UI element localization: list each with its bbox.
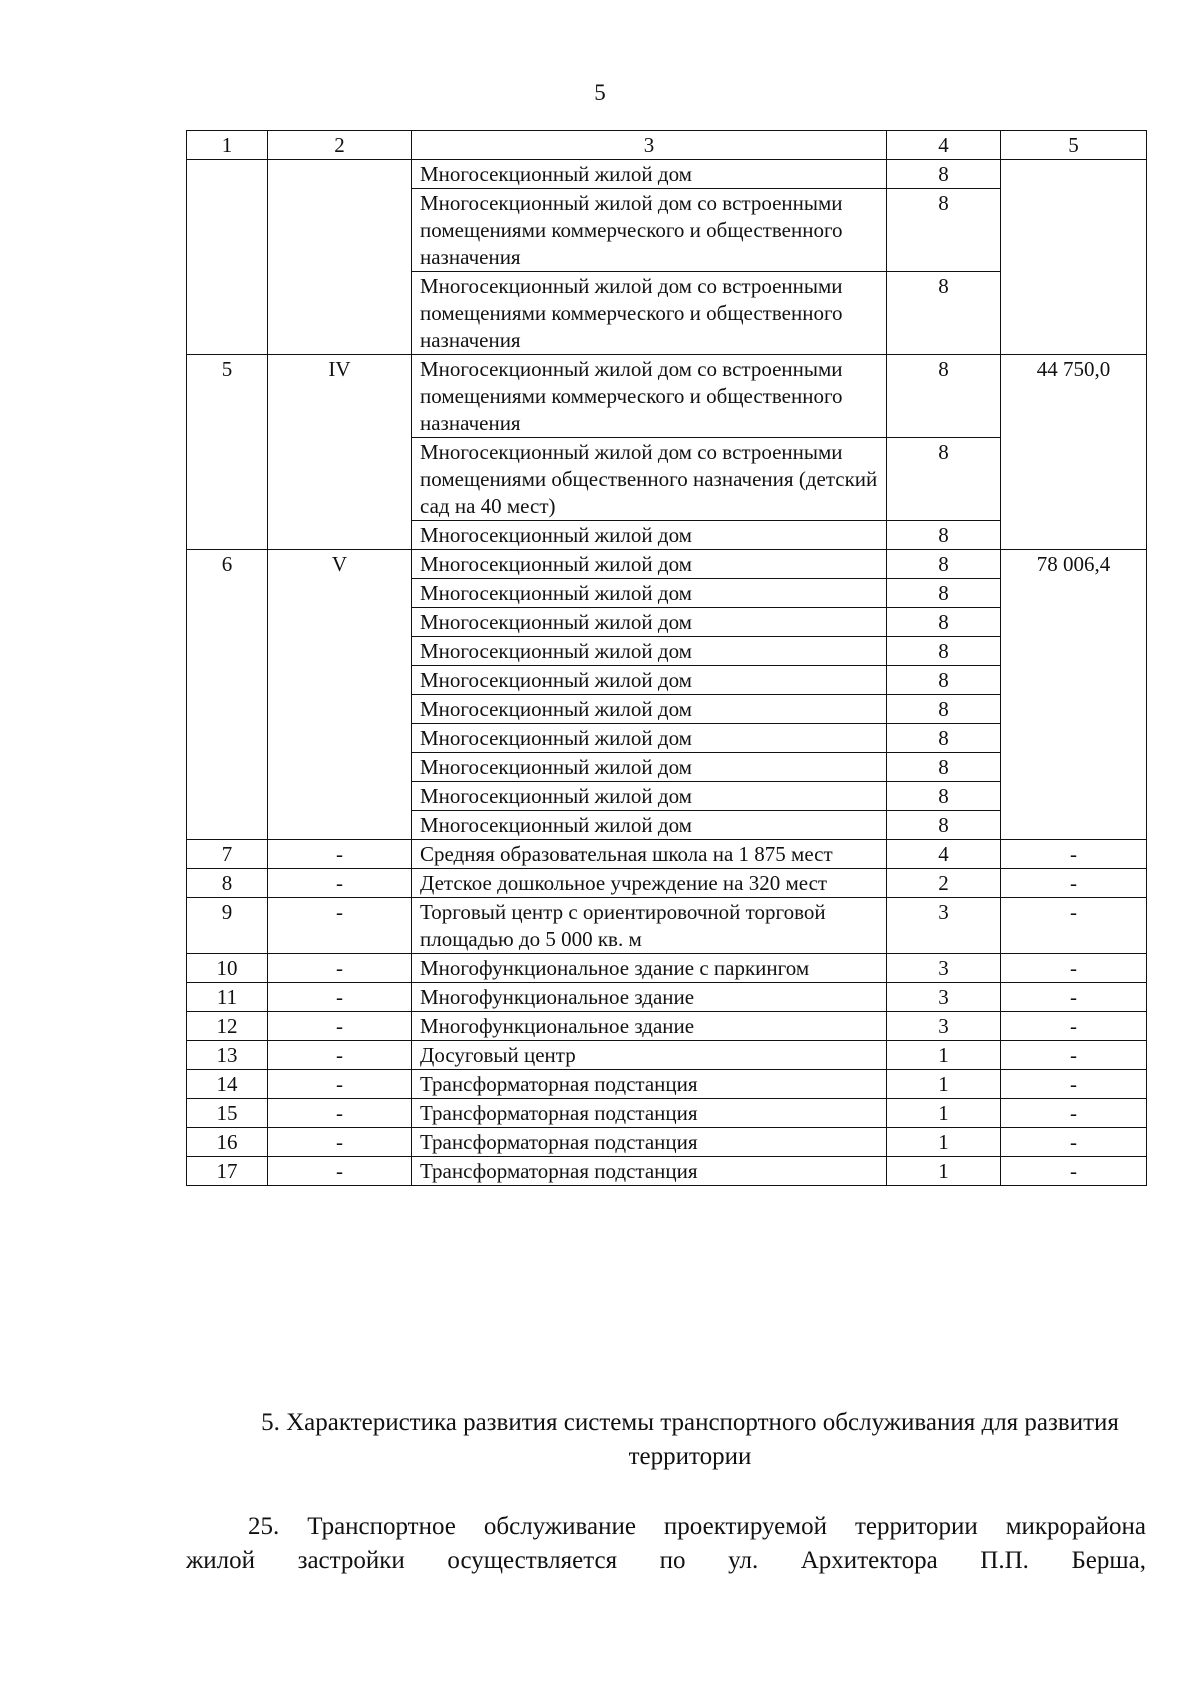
floors-cell: 8: [887, 637, 1001, 666]
floors-cell: 8: [887, 272, 1001, 355]
quarter-cell: -: [268, 1041, 412, 1070]
area-cell: -: [1001, 983, 1147, 1012]
floors-cell: 8: [887, 811, 1001, 840]
floors-cell: 8: [887, 579, 1001, 608]
quarter-cell: -: [268, 1157, 412, 1186]
building-name-cell: Многосекционный жилой дом: [412, 666, 887, 695]
quarter-cell: -: [268, 954, 412, 983]
quarter-cell: -: [268, 1099, 412, 1128]
table-row: [187, 869, 1147, 898]
quarter-cell: IV: [268, 355, 412, 550]
area-cell: -: [1001, 1099, 1147, 1128]
floors-cell: 1: [887, 1070, 1001, 1099]
quarter-cell: -: [268, 840, 412, 869]
header-cell: 2: [268, 131, 412, 160]
paragraph-line-1: 25. Транспортное обслуживание проектируемой территории микрорайона: [248, 1513, 1146, 1540]
building-name-cell: Многосекционный жилой дом со встроенными помещениями коммерческого и общественного назначения: [412, 189, 887, 272]
table-row: [187, 1041, 1147, 1070]
building-name-cell: Многосекционный жилой дом: [412, 579, 887, 608]
row-number-cell: 17: [187, 1157, 268, 1186]
table-row: [187, 1012, 1147, 1041]
floors-cell: 8: [887, 608, 1001, 637]
section-heading: 5. Характеристика развития системы транспортного обслуживания для развития территории: [261, 1409, 1119, 1470]
floors-cell: 8: [887, 189, 1001, 272]
table-row: [187, 1157, 1147, 1186]
building-name-cell: Трансформаторная подстанция: [412, 1128, 887, 1157]
row-number-cell: 14: [187, 1070, 268, 1099]
quarter-cell: -: [268, 1070, 412, 1099]
row-number-cell: 7: [187, 840, 268, 869]
floors-cell: 8: [887, 782, 1001, 811]
table-body: [187, 131, 1147, 1186]
floors-cell: 8: [887, 160, 1001, 189]
row-number-cell: 5: [187, 355, 268, 550]
building-name-cell: Многосекционный жилой дом: [412, 550, 887, 579]
table-row: [187, 1099, 1147, 1128]
building-name-cell: Многосекционный жилой дом: [412, 637, 887, 666]
building-name-cell: Многосекционный жилой дом: [412, 811, 887, 840]
area-cell: -: [1001, 1128, 1147, 1157]
row-number-cell: 9: [187, 898, 268, 954]
floors-cell: 8: [887, 550, 1001, 579]
table-row: [187, 983, 1147, 1012]
building-name-cell: Трансформаторная подстанция: [412, 1099, 887, 1128]
empty-cell: [187, 160, 268, 355]
building-name-cell: Многосекционный жилой дом: [412, 521, 887, 550]
area-cell: -: [1001, 1070, 1147, 1099]
row-number-cell: 11: [187, 983, 268, 1012]
building-name-cell: Многосекционный жилой дом: [412, 782, 887, 811]
building-name-cell: Многосекционный жилой дом: [412, 753, 887, 782]
area-cell: -: [1001, 954, 1147, 983]
building-name-cell: Многофункциональное здание: [412, 983, 887, 1012]
quarter-cell: -: [268, 1128, 412, 1157]
row-number-cell: 16: [187, 1128, 268, 1157]
building-name-cell: Многосекционный жилой дом со встроенными помещениями общественного назначения (детский сад на 40 мест): [412, 438, 887, 521]
building-name-cell: Многосекционный жилой дом: [412, 160, 887, 189]
building-name-cell: Многосекционный жилой дом: [412, 695, 887, 724]
building-name-cell: Многосекционный жилой дом: [412, 724, 887, 753]
header-cell: 5: [1001, 131, 1147, 160]
floors-cell: 8: [887, 695, 1001, 724]
quarter-cell: V: [268, 550, 412, 840]
building-name-cell: Досуговый центр: [412, 1041, 887, 1070]
floors-cell: 8: [887, 521, 1001, 550]
area-cell: 78 006,4: [1001, 550, 1147, 840]
empty-cell: [268, 160, 412, 355]
paragraph-line-2: жилой застройки осуществляется по ул. Архитектора П.П. Берша,: [186, 1547, 1146, 1574]
building-name-cell: Детское дошкольное учреждение на 320 мест: [412, 869, 887, 898]
floors-cell: 8: [887, 355, 1001, 438]
building-name-cell: Многосекционный жилой дом со встроенными помещениями коммерческого и общественного назначения: [412, 355, 887, 438]
row-number-cell: 12: [187, 1012, 268, 1041]
page-number: 5: [594, 80, 606, 105]
floors-cell: 8: [887, 753, 1001, 782]
body-paragraph: [186, 1510, 1146, 1578]
floors-cell: 1: [887, 1041, 1001, 1070]
quarter-cell: -: [268, 869, 412, 898]
row-number-cell: 15: [187, 1099, 268, 1128]
row-number-cell: 10: [187, 954, 268, 983]
empty-cell: [1001, 160, 1147, 355]
buildings-table: [186, 130, 1147, 1186]
building-name-cell: Трансформаторная подстанция: [412, 1157, 887, 1186]
table-row: [187, 1070, 1147, 1099]
header-row: [187, 131, 1147, 160]
area-cell: -: [1001, 840, 1147, 869]
row-number-cell: 13: [187, 1041, 268, 1070]
building-name-cell: Многосекционный жилой дом со встроенными помещениями коммерческого и общественного назначения: [412, 272, 887, 355]
floors-cell: 3: [887, 954, 1001, 983]
building-name-cell: Торговый центр с ориентировочной торговой площадью до 5 000 кв. м: [412, 898, 887, 954]
floors-cell: 8: [887, 438, 1001, 521]
floors-cell: 1: [887, 1157, 1001, 1186]
area-cell: -: [1001, 1041, 1147, 1070]
row-number-cell: 6: [187, 550, 268, 840]
floors-cell: 8: [887, 666, 1001, 695]
quarter-cell: -: [268, 898, 412, 954]
floors-cell: 8: [887, 724, 1001, 753]
row-number-cell: 8: [187, 869, 268, 898]
header-cell: 1: [187, 131, 268, 160]
table-row: [187, 550, 1147, 579]
table-row: [187, 898, 1147, 954]
header-cell: 3: [412, 131, 887, 160]
area-cell: -: [1001, 1157, 1147, 1186]
building-name-cell: Многофункциональное здание: [412, 1012, 887, 1041]
floors-cell: 3: [887, 1012, 1001, 1041]
floors-cell: 1: [887, 1128, 1001, 1157]
floors-cell: 1: [887, 1099, 1001, 1128]
table-row: [187, 954, 1147, 983]
table-row: [187, 840, 1147, 869]
table-row: [187, 1128, 1147, 1157]
header-cell: 4: [887, 131, 1001, 160]
building-name-cell: Многосекционный жилой дом: [412, 608, 887, 637]
building-name-cell: Многофункциональное здание с паркингом: [412, 954, 887, 983]
floors-cell: 2: [887, 869, 1001, 898]
quarter-cell: -: [268, 983, 412, 1012]
area-cell: -: [1001, 869, 1147, 898]
area-cell: 44 750,0: [1001, 355, 1147, 550]
building-name-cell: Трансформаторная подстанция: [412, 1070, 887, 1099]
area-cell: -: [1001, 898, 1147, 954]
quarter-cell: -: [268, 1012, 412, 1041]
floors-cell: 3: [887, 983, 1001, 1012]
area-cell: -: [1001, 1012, 1147, 1041]
building-name-cell: Средняя образовательная школа на 1 875 мест: [412, 840, 887, 869]
floors-cell: 4: [887, 840, 1001, 869]
floors-cell: 3: [887, 898, 1001, 954]
table-row: [187, 160, 1147, 189]
table-row: [187, 355, 1147, 438]
